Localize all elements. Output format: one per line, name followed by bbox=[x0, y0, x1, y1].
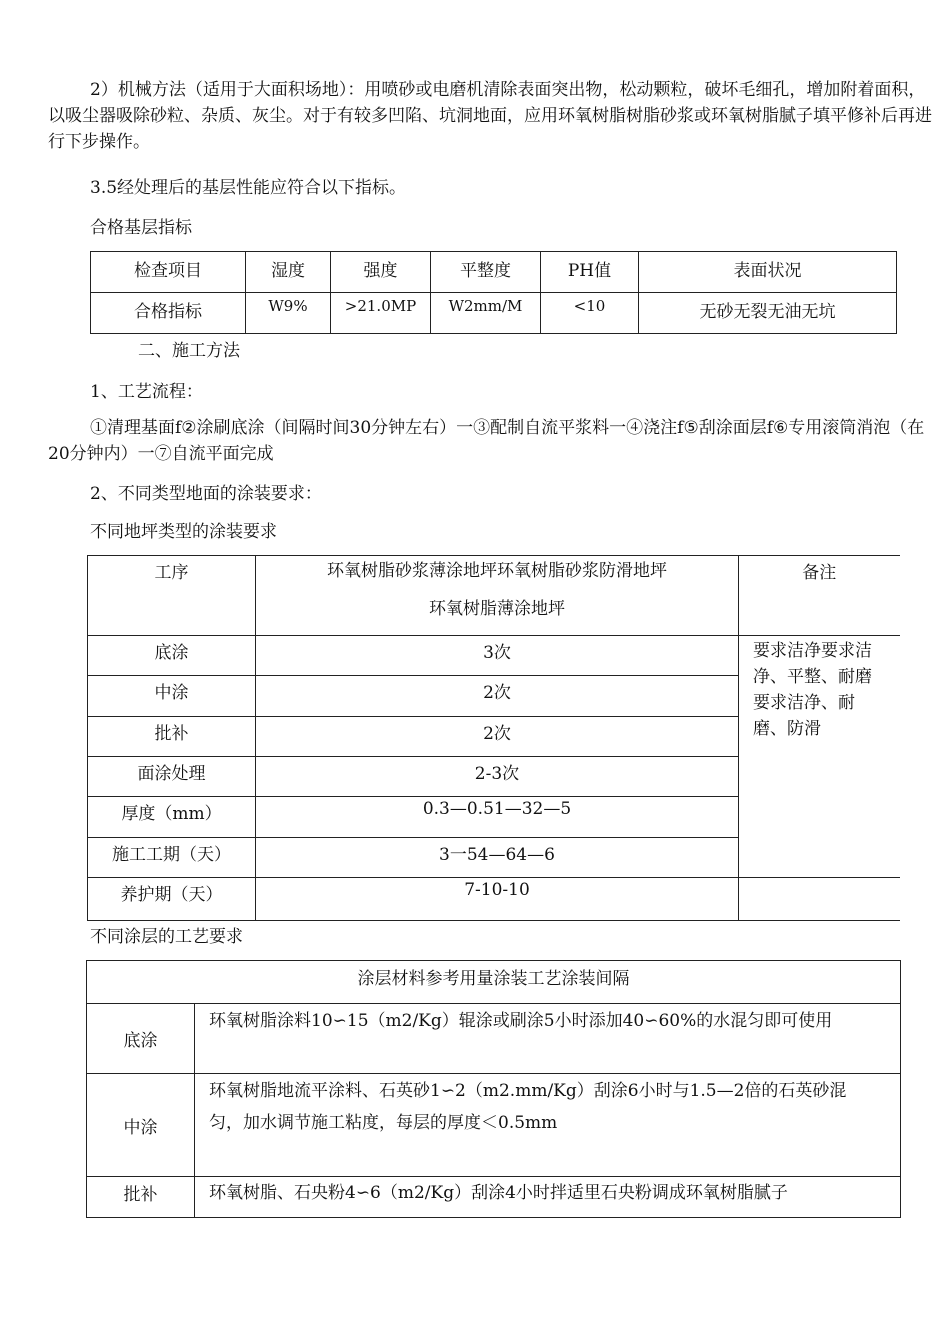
table1-header-cell: 湿度 bbox=[246, 252, 331, 293]
table1-header-cell: 表面状况 bbox=[639, 252, 897, 293]
table1-header-cell: PH值 bbox=[541, 252, 639, 293]
paragraph-mechanical-method: 2）机械方法（适用于大面积场地）：用喷砂或电磨机清除表面突出物，松动颗粒，破坏毛细孔，增加附着面积，以吸尘器吸除砂粒、杂质、灰尘。对于有较多凹陷、坑洞地面，应用环氧树脂树脂砂浆或环氧树脂腻子填平修补后再进行下步操作。 bbox=[48, 80, 932, 152]
section-heading-construction-method: 二、施工方法 bbox=[138, 341, 240, 361]
table2-row-value: 3一54—64—6 bbox=[256, 838, 739, 878]
table2-row-value: 3次 bbox=[256, 636, 739, 676]
table1-cell: >21.0MP bbox=[331, 293, 431, 334]
process-flow-text: ①清理基面f②涂刷底涂（间隔时间30分钟左右）一③配制自流平浆料一④浇注f⑤刮涂面层f⑥专用滚筒消泡（在20分钟内）一⑦自流平面完成 bbox=[48, 418, 925, 464]
table2-caption: 不同地坪类型的涂装要求 bbox=[90, 522, 277, 542]
table2-row-name: 养护期（天） bbox=[88, 878, 256, 921]
table3-row-text: 环氧树脂、石央粉4∽6（m2/Kg）刮涂4小时拌适里石央粉调成环氧树脂腻子 bbox=[195, 1177, 901, 1218]
table3-row-text-cell bbox=[195, 1074, 901, 1177]
table2-row-value: 2次 bbox=[256, 717, 739, 757]
table2-header-floor-type bbox=[256, 556, 739, 636]
table3-caption: 不同涂层的工艺要求 bbox=[90, 927, 243, 947]
table1-cell: W2mm/M bbox=[431, 293, 541, 334]
table1-cell: <10 bbox=[541, 293, 639, 334]
table3-row-name: 中涂 bbox=[87, 1074, 195, 1177]
table2-header-note: 备注 bbox=[739, 556, 900, 636]
table3-row-text: 环氧树脂地流平涂料、石英砂1∽2（m2.mm/Kg）刮涂6小时与1.5—2倍的石英砂混 bbox=[209, 1081, 847, 1101]
table3-row-name: 底涂 bbox=[87, 1004, 195, 1074]
coating-requirements-title: 2、不同类型地面的涂装要求： bbox=[90, 484, 322, 504]
table2-header-line: 环氧树脂砂浆薄涂地坪环氧树脂砂浆防滑地坪 bbox=[327, 561, 667, 581]
paragraph-3-5: 3.5经处理后的基层性能应符合以下指标。 bbox=[90, 178, 407, 198]
table2-row-name: 中涂 bbox=[88, 676, 256, 717]
table2-row-name: 底涂 bbox=[88, 636, 256, 676]
table1-cell: 无砂无裂无油无坑 bbox=[639, 293, 897, 334]
table1-caption: 合格基层指标 bbox=[90, 218, 192, 238]
table2-row-value: 7-10-10 bbox=[256, 878, 739, 921]
table1-cell: 合格指标 bbox=[91, 293, 246, 334]
table2-row-value: 0.3—0.51—32—5 bbox=[256, 797, 739, 838]
table3-header: 涂层材料参考用量涂装工艺涂装间隔 bbox=[87, 961, 901, 1004]
table2-note-cell: 要求洁净要求洁净、平整、耐磨要求洁净、耐磨、防滑 bbox=[739, 636, 900, 878]
table1-header-cell: 平整度 bbox=[431, 252, 541, 293]
table2-row-value: 2次 bbox=[256, 676, 739, 717]
table1-header-cell: 检查项目 bbox=[91, 252, 246, 293]
table2-row-value: 2-3次 bbox=[256, 757, 739, 797]
table3-row-text: 环氧树脂涂料10∽15（m2/Kg）辊涂或刷涂5小时添加40∽60%的水混匀即可使用 bbox=[195, 1004, 901, 1074]
table1-cell: W9% bbox=[246, 293, 331, 334]
table3-row-name: 批补 bbox=[87, 1177, 195, 1218]
table2-row-name: 批补 bbox=[88, 717, 256, 757]
table2-empty-cell bbox=[739, 878, 900, 921]
table2-row-name: 施工工期（天） bbox=[88, 838, 256, 878]
base-index-table bbox=[90, 251, 897, 334]
floor-coating-table bbox=[87, 555, 900, 921]
table2-header-process: 工序 bbox=[88, 556, 256, 636]
process-flow-title: 1、工艺流程： bbox=[90, 382, 203, 402]
table3-row-text-continued: 匀，加水调节施工粘度，每层的厚度＜0.5mm bbox=[209, 1113, 558, 1133]
table1-header-cell: 强度 bbox=[331, 252, 431, 293]
coating-layer-table bbox=[86, 960, 901, 1218]
table2-header-line: 环氧树脂薄涂地坪 bbox=[429, 599, 565, 619]
table2-row-name: 厚度（mm） bbox=[88, 797, 256, 838]
table2-row-name: 面涂处理 bbox=[88, 757, 256, 797]
